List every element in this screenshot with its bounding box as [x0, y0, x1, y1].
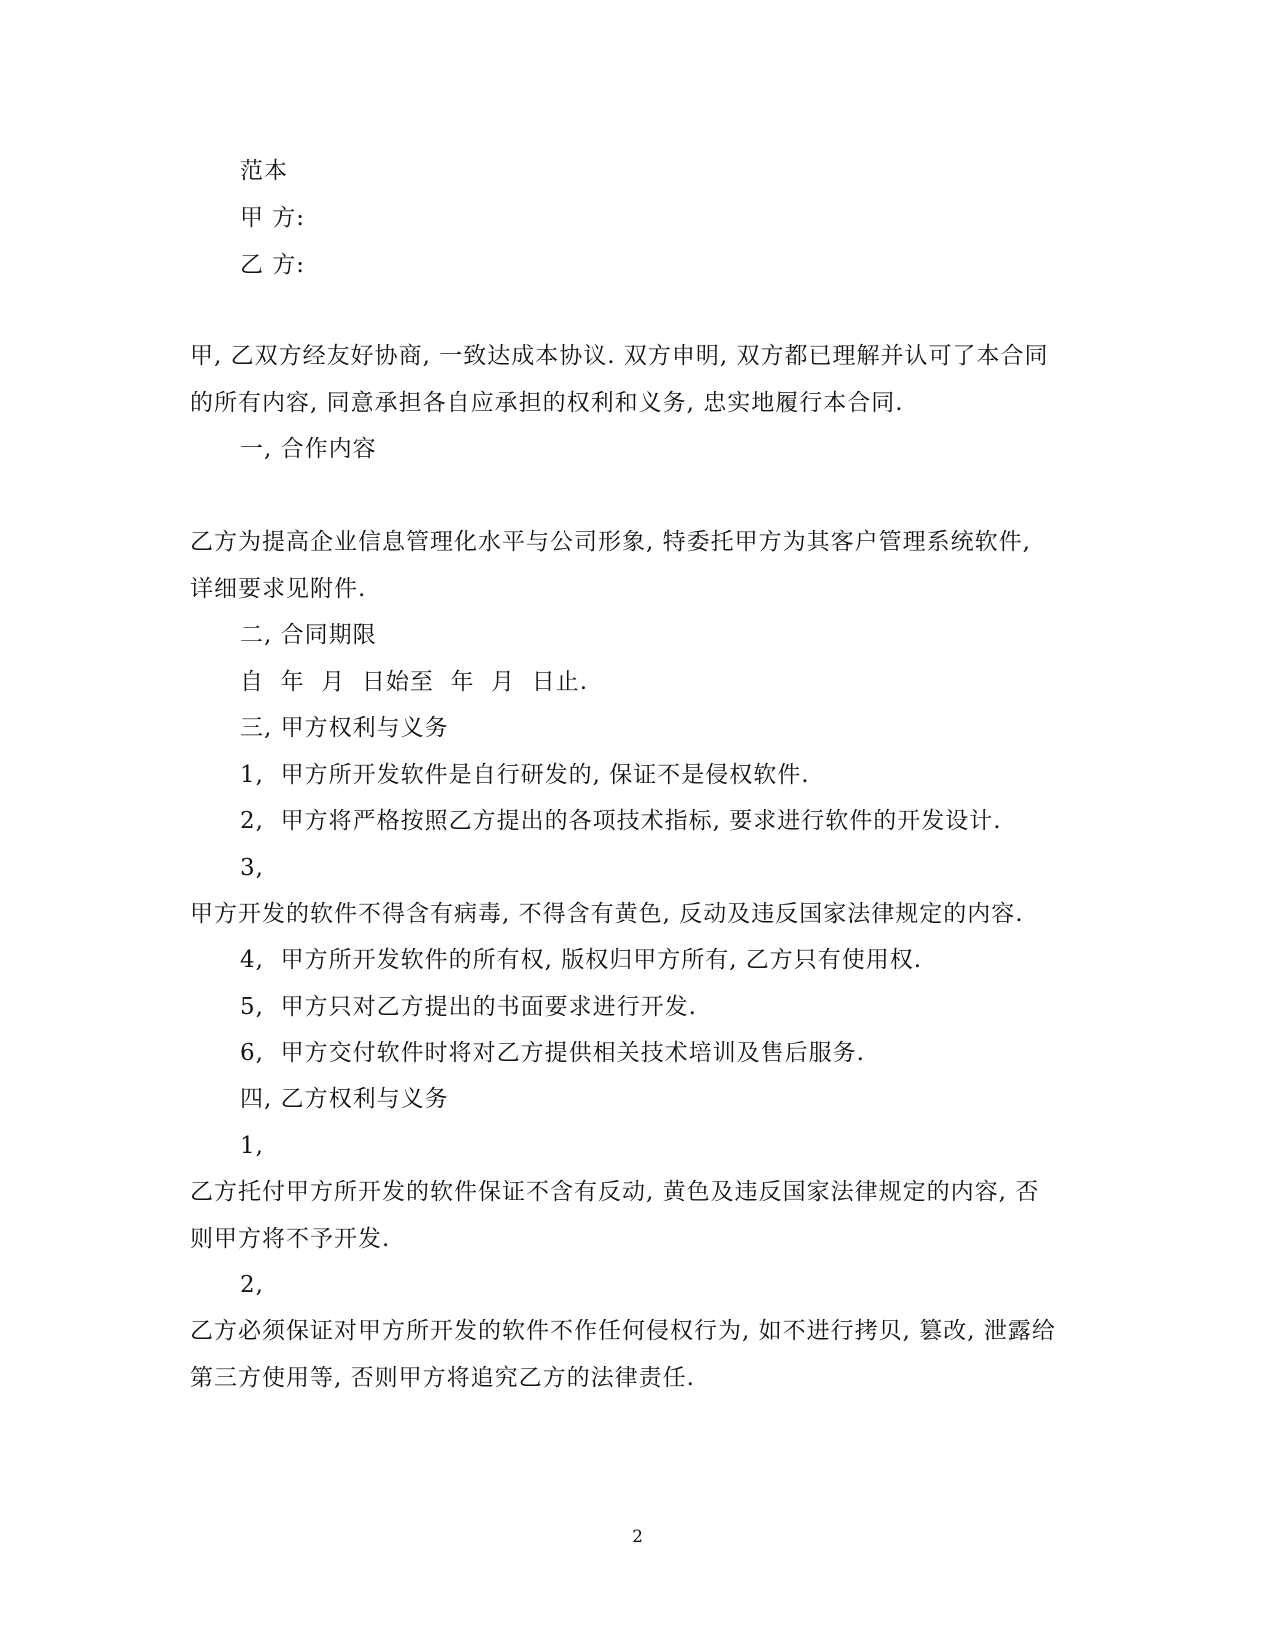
section4-item-1-text-line-1: 乙方托付甲方所开发的软件保证不含有反动, 黄色及违反国家法律规定的内容, 否 [190, 1179, 1040, 1205]
section1-body-line-1: 乙方为提高企业信息管理化水平与公司形象, 特委托甲方为其客户管理系统软件, [190, 529, 1031, 555]
page-number: 2 [632, 1527, 643, 1547]
template-title: 范本 [240, 158, 288, 184]
intro-line-1: 甲, 乙双方经友好协商, 一致达成本协议. 双方申明, 双方都已理解并认可了本合同 [190, 343, 1049, 369]
section4-heading: 四, 乙方权利与义务 [240, 1086, 449, 1112]
section3-item-1: 1, 甲方所开发软件是自行研发的, 保证不是侵权软件. [240, 762, 810, 788]
section1-heading: 一, 合作内容 [240, 436, 377, 462]
section3-item-6: 6, 甲方交付软件时将对乙方提供相关技术培训及售后服务. [240, 1040, 865, 1066]
section3-heading: 三, 甲方权利与义务 [240, 715, 449, 741]
section3-item-3-text: 甲方开发的软件不得含有病毒, 不得含有黄色, 反动及违反国家法律规定的内容. [190, 901, 1024, 927]
party-b-label: 乙 方: [240, 252, 306, 278]
section4-item-1-text-line-2: 则甲方将不予开发. [190, 1226, 391, 1252]
intro-line-2: 的所有内容, 同意承担各自应承担的权利和义务, 忠实地履行本合同. [190, 390, 904, 416]
section3-item-4: 4, 甲方所开发软件的所有权, 版权归甲方所有, 乙方只有使用权. [240, 947, 923, 973]
section3-item-3-number: 3, [240, 855, 264, 881]
section1-body-line-2: 详细要求见附件. [190, 576, 367, 602]
section2-body: 自 年 月 日始至 年 月 日止. [240, 669, 589, 695]
section4-item-2-number: 2, [240, 1272, 264, 1298]
section3-item-2: 2, 甲方将严格按照乙方提出的各项技术指标, 要求进行软件的开发设计. [240, 808, 1002, 834]
section4-item-2-text-line-2: 第三方使用等, 否则甲方将追究乙方的法律责任. [190, 1365, 695, 1391]
section4-item-2-text-line-1: 乙方必须保证对甲方所开发的软件不作任何侵权行为, 如不进行拷贝, 篡改, 泄露给 [190, 1318, 1056, 1344]
section2-heading: 二, 合同期限 [240, 622, 377, 648]
section3-item-5: 5, 甲方只对乙方提出的书面要求进行开发. [240, 994, 697, 1020]
party-a-label: 甲 方: [240, 205, 306, 231]
section4-item-1-number: 1, [240, 1133, 264, 1159]
